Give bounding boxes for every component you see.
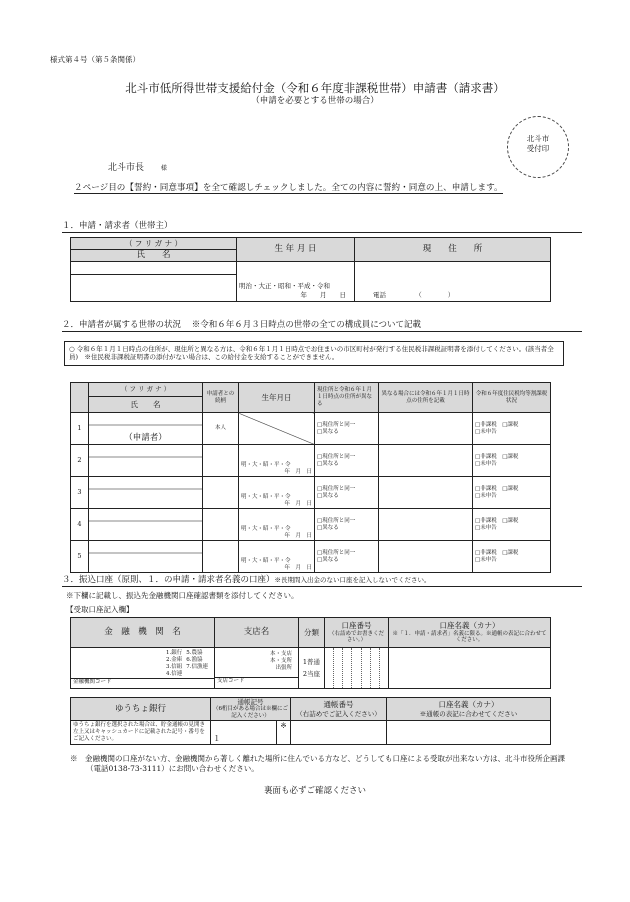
row-address-options[interactable] (315, 445, 379, 477)
row-name-input[interactable] (89, 509, 203, 541)
page-title: 北斗市低所得世帯支援給付金（令和６年度非課税世帯）申請書（請求書） (125, 81, 505, 95)
row-tax-options[interactable] (473, 509, 551, 541)
holder-note: ※「１．申請・請求者」名義に限る。※通帳の表記に合わせてください。 (392, 630, 547, 644)
row-other-address-input[interactable] (379, 509, 473, 541)
bank-code: 金融機関コード (71, 678, 214, 686)
yucho-symbol-input[interactable] (211, 721, 277, 745)
bank-table (70, 617, 551, 689)
section2-instruction: ○ 令和６年１月１日時点の住所が、現住所と異なる方は、令和６年１月１日時点でお住まいの市区町村が発行する住民税非課税証明書を添付してください。(該当者全員) ※住民税非課税証明書の添付がない場合は、この給付金を支給することができません。 (64, 341, 564, 366)
section2-heading (62, 320, 582, 332)
option-nontax[interactable]: □非課税 (475, 453, 497, 460)
option-undeclared[interactable]: □未申告 (475, 460, 497, 467)
yucho-holder-header (387, 698, 551, 721)
household-row (71, 413, 551, 445)
yucho-holder-note: ※通帳の表記に合わせてください (419, 709, 518, 718)
row-address-options[interactable] (315, 477, 379, 509)
row-birthdate-input (239, 413, 315, 445)
applicant-ymd: 年 月 日 (300, 290, 346, 299)
applicant-furigana-input[interactable] (71, 262, 237, 275)
row-ymd: 年 月 日 (284, 469, 312, 476)
bank-branch-header: 支店名 (215, 618, 299, 648)
row-address-options[interactable] (315, 413, 379, 445)
applicant-eras: 明治・大正・昭和・平成・令和 (239, 282, 330, 291)
branch-type-option[interactable]: 出張所 (275, 664, 292, 671)
account-no-label: 口座番号 (341, 620, 372, 630)
bank-type-header: 分類 (299, 618, 325, 648)
account-no-note: （右詰めでお書きください。） (328, 630, 384, 644)
option-undeclared[interactable]: □未申告 (475, 428, 497, 435)
yucho-number-input[interactable] (291, 721, 387, 745)
household-furigana-header: （ フ リ ガ ナ ） (89, 383, 203, 397)
row-other-address-input[interactable] (379, 541, 473, 573)
yucho-note: ゆうちょ銀行を選択された場合は、貯金通帳の見開き左上又はキャッシュカードに記載された記号・番号をご記入ください。 (71, 721, 211, 745)
household-row (71, 541, 551, 573)
row-number: 3 (71, 477, 89, 509)
row-other-address-input[interactable] (379, 477, 473, 509)
addressee (108, 160, 167, 173)
option-nontax[interactable]: □非課税 (475, 549, 497, 556)
row-address-options[interactable] (315, 541, 379, 573)
row-eras: 明・大・昭・平・令 (241, 494, 291, 501)
applicant-phone: 電話 （ ） (373, 290, 455, 299)
yucho-symbol-header (211, 698, 291, 721)
option-diff[interactable]: □異なる (317, 524, 339, 531)
section3-heading-note: ※長期間入出金のない口座を記入しないでください。 (274, 576, 431, 584)
row-birthdate-input[interactable] (239, 509, 315, 541)
row-name-input[interactable] (89, 413, 203, 445)
row-name-input[interactable] (89, 541, 203, 573)
applicant-birthdate-input[interactable] (237, 262, 355, 302)
bank-institution-header: 金 融 機 関 名 (71, 618, 215, 648)
footer-note: ※ 金融機関の口座がない方、金融機関から著しく離れた場所に住んでいる方など、どうしても口座による受取が出来ない方は、北斗市役所企画課（電話0138-73-3111）にお問い合わせください。 (70, 754, 565, 773)
row-tax-options[interactable] (473, 445, 551, 477)
account-type-options[interactable] (299, 648, 325, 689)
bank-type-option[interactable]: 3.信組 (166, 664, 183, 671)
row-ymd: 年 月 日 (284, 565, 312, 572)
option-same[interactable]: □現住所と同一 (317, 549, 356, 556)
row-tax-options[interactable] (473, 477, 551, 509)
option-tax[interactable]: □課税 (502, 485, 519, 492)
option-tax[interactable]: □課税 (502, 453, 519, 460)
household-birthdate-header: 生年月日 (239, 383, 315, 413)
section3-heading (62, 575, 582, 587)
option-diff[interactable]: □異なる (317, 428, 339, 435)
yucho-number-note: （右詰めでご記入ください） (296, 709, 381, 718)
applicant-name-header: 氏 名 (71, 250, 237, 262)
yucho-one: １ (213, 734, 221, 744)
row-eras: 明・大・昭・平・令 (241, 526, 291, 533)
option-same[interactable]: □現住所と同一 (317, 421, 356, 428)
applicant-name-input[interactable] (71, 275, 237, 302)
bank-type-option[interactable]: 1.銀行 (166, 650, 183, 657)
row-eras: 明・大・昭・平・令 (241, 462, 291, 469)
row-name-input[interactable] (89, 477, 203, 509)
bank-box-label: 【受取口座記入欄】 (66, 605, 134, 614)
option-tax[interactable]: □課税 (502, 517, 519, 524)
row-relation-value (203, 541, 239, 573)
yucho-bank-header: ゆうちょ銀行 (71, 698, 211, 721)
row-other-address-input[interactable] (379, 413, 473, 445)
row-birthdate-input[interactable] (239, 477, 315, 509)
household-tax-header: 令和６年度住民税均等割課税状況 (473, 383, 551, 413)
row-ymd: 年 月 日 (284, 533, 312, 540)
bank-type-option[interactable]: 5.農協 (186, 650, 203, 657)
bank-type-option[interactable]: 6.漁協 (186, 657, 203, 664)
yucho-table (70, 697, 551, 745)
branch-type-option[interactable]: 本・支店 (269, 650, 292, 657)
applicant-address-input[interactable] (355, 262, 551, 302)
section2-note: ※令和６年６月３日時点の世帯の全ての構成員について記載 (191, 320, 422, 330)
addressee-name: 北斗市長 (108, 163, 145, 173)
bank-type-option[interactable]: 7.信漁連 (186, 664, 208, 671)
option-same[interactable]: □現住所と同一 (317, 453, 356, 460)
row-birthdate-input[interactable] (239, 541, 315, 573)
household-row (71, 509, 551, 541)
bank-type-option[interactable]: 4.信連 (166, 670, 183, 677)
row-number: 1 (71, 413, 89, 445)
option-diff[interactable]: □異なる (317, 460, 339, 467)
row-number: 2 (71, 445, 89, 477)
row-tax-options[interactable] (473, 541, 551, 573)
account-type-option[interactable]: 2当座 (302, 670, 321, 678)
applicant-furigana-header: （ フ リ ガ ナ ） (71, 238, 237, 250)
back-page-note: 裏面も必ずご確認ください (263, 786, 366, 796)
row-name-value: （申請者） (124, 432, 167, 443)
yucho-number-label: 通帳番号 (323, 700, 354, 709)
option-tax[interactable]: □課税 (502, 421, 519, 428)
option-undeclared[interactable]: □未申告 (475, 556, 497, 563)
yucho-holder-input[interactable] (387, 721, 551, 745)
row-relation-value (203, 509, 239, 541)
option-diff[interactable]: □異なる (317, 492, 339, 499)
bank-institution-input[interactable] (71, 648, 215, 689)
yucho-symbol-label: 通帳記号 (237, 698, 264, 706)
bank-branch-input[interactable] (215, 648, 299, 689)
oath-statement: ２ページ目の【誓約・同意事項】を全て確認しチェックしました。全ての内容に誓約・同意の上、申請します。 (74, 183, 503, 193)
form-number: 様式第４号（第５条関係） (50, 55, 140, 64)
section1-heading: １．申請・請求者（世帯主） (62, 221, 582, 233)
yucho-symbol-note: （6桁目がある場合は※欄にご記入ください） (213, 706, 289, 720)
addressee-honorific: 様 (160, 165, 167, 172)
row-relation-value (203, 477, 239, 509)
branch-type-option[interactable]: 本・支所 (269, 657, 292, 664)
household-address-same-header: 現住所と令和６年１月１日時点の住所が異なる (315, 383, 379, 413)
option-tax[interactable]: □課税 (502, 549, 519, 556)
row-eras: 明・大・昭・平・令 (241, 558, 291, 565)
bank-holder-header (389, 618, 551, 648)
option-nontax[interactable]: □非課税 (475, 485, 497, 492)
stamp-line2: 受付印 (526, 143, 550, 153)
row-number: 5 (71, 541, 89, 573)
applicant-table (70, 237, 551, 302)
applicant-address-header: 現 住 所 (355, 238, 551, 262)
option-diff[interactable]: □異なる (317, 556, 339, 563)
household-other-address-header: 異なる場合には令和６年１月１日時点の住所を記載 (379, 383, 473, 413)
account-holder-input[interactable] (389, 648, 551, 689)
option-undeclared[interactable]: □未申告 (475, 492, 497, 499)
household-table (70, 382, 551, 573)
option-same[interactable]: □現住所と同一 (317, 517, 356, 524)
row-relation-value: 本人 (203, 413, 239, 445)
row-address-options[interactable] (315, 509, 379, 541)
yucho-holder-label: 口座名義（カナ） (438, 700, 499, 709)
yucho-number-header (291, 698, 387, 721)
section3-title: ３．振込口座（原則、１．の申請・請求者名義の口座） (62, 575, 275, 585)
bank-account-header (325, 618, 389, 648)
option-same[interactable]: □現住所と同一 (317, 485, 356, 492)
yucho-mark: ※ (277, 721, 291, 745)
account-type-option[interactable]: 1普通 (302, 657, 321, 666)
section2-title: ２．申請者が属する世帯の状況 (62, 320, 182, 330)
stamp-line1: 北斗市 (526, 134, 550, 143)
row-ymd: 年 月 日 (284, 501, 312, 508)
row-birthdate-input[interactable] (239, 445, 315, 477)
option-undeclared[interactable]: □未申告 (475, 524, 497, 531)
section3-attach-note: ※下欄に記載し、振込先金融機関口座確認書類を添付してください。 (66, 591, 299, 600)
account-number-input[interactable] (325, 648, 389, 689)
applicant-birthdate-header: 生 年 月 日 (237, 238, 355, 262)
household-row (71, 445, 551, 477)
holder-label: 口座名義（カナ） (439, 620, 500, 630)
row-name-input[interactable] (89, 445, 203, 477)
option-nontax[interactable]: □非課税 (475, 517, 497, 524)
bank-type-option[interactable]: 2.金庫 (166, 657, 183, 664)
household-row (71, 477, 551, 509)
household-relation-header: 申請者との続柄 (203, 383, 239, 413)
row-other-address-input[interactable] (379, 445, 473, 477)
branch-code: 支店コード (215, 677, 298, 685)
page-subtitle: （申請を必要とする世帯の場合） (251, 96, 379, 106)
row-tax-options[interactable] (473, 413, 551, 445)
reception-stamp (507, 116, 569, 178)
row-relation-value (203, 445, 239, 477)
option-nontax[interactable]: □非課税 (475, 421, 497, 428)
row-number: 4 (71, 509, 89, 541)
household-name-header: 氏 名 (89, 397, 203, 413)
